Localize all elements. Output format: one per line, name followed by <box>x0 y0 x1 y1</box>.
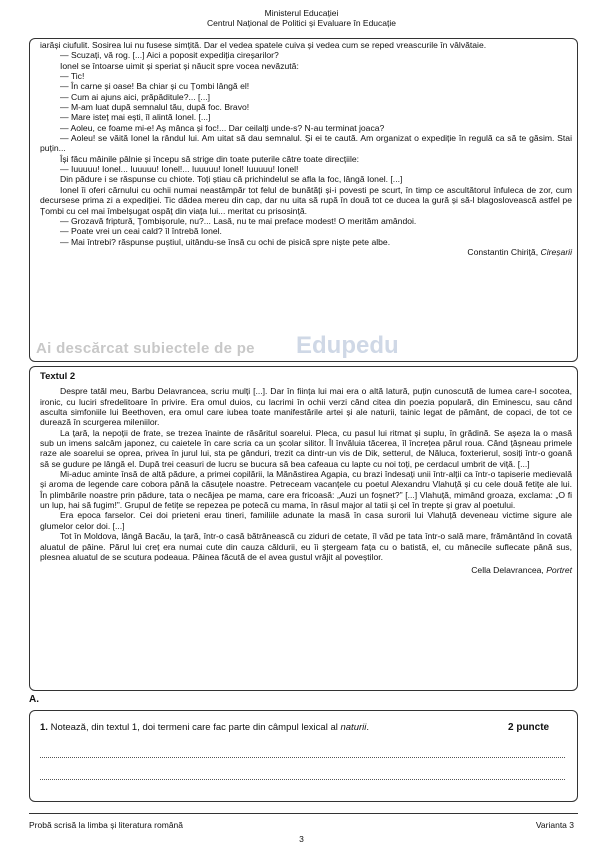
text1-line: — Scuzați, vă rog. [...] Aici a poposit expediția cireșarilor? <box>60 50 279 61</box>
page-number: 3 <box>299 834 304 844</box>
watermark-logo: Edupedu <box>296 332 399 359</box>
watermark-text: Ai descărcat subiectele de pe <box>36 340 255 357</box>
text2-attribution <box>40 565 572 575</box>
text1-line: — M-am luat după semnalul tău, după foc. Bravo! <box>60 102 250 113</box>
text1-line: — În carne și oase! Ba chiar și cu Țombi lângă el! <box>60 81 250 92</box>
text1-line: — Grozavă friptură, Țombișorule, nu?... Lasă, nu te mai preface modest! O merităm amândoi. <box>60 215 417 226</box>
text1-work: Cireșarii <box>540 246 572 257</box>
answer-line[interactable] <box>40 757 565 758</box>
question-1-points: 2 puncte <box>508 722 550 733</box>
text1-line: iarăși ciufulit. Sosirea lui nu fusese simțită. Dar el vedea spatele cuiva și vedea cum se reped vreascurile în vâlvătaie. <box>40 40 487 50</box>
text2-paragraph: Tot în Moldova, lângă Bacău, la țară, într-o casă bătrânească cu ziduri de cetate, îl văd pe tata într-o sală mare, frământând în covată aluatul de pâine. Părul lui creț era numai cute din cauza căldurii, eu îi ștergeam fața cu o batistă, el, cu mânecile suflecate până sus, plesnea aluatul de se scutura podeaua. Pâinea făcută de el avea gustul vrăjit al poveștilor. <box>40 531 572 562</box>
text1-line: — Mare isteț mai ești, îl alintă Ionel. [...] <box>60 112 211 123</box>
text1-attribution <box>40 247 572 257</box>
text1-line: — Aoleu! se văită Ionel la rândul lui. Am uitat să dau semnalul. Și ei te caută. Am organizat o expediție în regulă ca să te găsim. Stai puțin... <box>40 133 572 154</box>
text2-paragraph: Mi-aduc aminte însă de altă pădure, a primei copilării, la Mănăstirea Agapia, cu brazi îndesați unii într-alții ca într-o tapiserie medievală și aroma de legende care cobora până la căsuțele noastre. Petreceam vacanțele cu poetul Alexandru Vlahuță și cu cele două fetițe ale lui. În plimbările noastre prin pădure, tata o necăjea pe mama, care era fricoasă: „Auzi un foșnet?” [...] Vlahuță, mimând groaza, exclama: „O fi un lup, hai să fugim!”. Grupul de fetițe se repezea pe potecă cu mama, în râsul major al tatii și cel în trepte și grav al poetului. <box>40 469 572 511</box>
footer-rule <box>29 813 578 814</box>
footer-exam-name: Probă scrisă la limba și literatura română <box>29 820 184 830</box>
text1-line: — Aoleu, ce foame mi-e! Aș mânca și foc!... Dar ceilalți unde-s? N-au terminat joaca? <box>60 122 385 133</box>
text1-line: Ionel se întoarse uimit și speriat și năucit spre vocea nevăzută: <box>60 60 299 71</box>
question-1-text: Notează, din textul 1, doi termeni care fac parte din câmpul lexical al <box>50 722 341 733</box>
text2-author: Cella Delavrancea, <box>471 565 547 576</box>
text1-line: — Poate vrei un ceai cald? îl întrebă Ionel. <box>60 226 222 237</box>
text1-line: Din pădure i se răspunse cu chiote. Toți știau că prichindelul se afla la foc, lângă Ionel. [...] <box>60 174 403 185</box>
text1-author: Constantin Chiriță, <box>467 246 541 257</box>
question-1 <box>40 722 369 733</box>
question-1-number: 1. <box>40 722 48 733</box>
text2-body <box>40 372 572 576</box>
text2-work: Portret <box>546 565 572 576</box>
text1-line: — Tic! <box>60 71 85 82</box>
section-a-label: A. <box>29 694 39 705</box>
text1-line: — Cum ai ajuns aici, prăpăditule?... [...] <box>60 91 210 102</box>
question-1-text-end: . <box>366 722 369 733</box>
text2-paragraph: Despre tatăl meu, Barbu Delavrancea, scriu mulți [...]. Dar în ființa lui mai era o altă latură, puțin cunoscută de lumea care-l socotea, ironic, cu luciri sfredelitoare în privire. Era omul duios, cu lacrimi în ochii verzi când citea din poezia populară, din Eminescu, sau când asculta simfoniile lui Beethoven, era omul care iubea toate manifestările artei și ale naturii, tainic legat de pământ, de copaci, de tot ce durează în scurgerea mileniilor. <box>40 386 572 428</box>
text1-line: — Iuuuuu! Ionel... Iuuuuu! Ionel!... Iuuuuu! Ionel! Iuuuuu! Ionel! <box>60 164 299 175</box>
text1-body <box>40 40 572 257</box>
page-header <box>0 8 603 28</box>
text2-title: Textul 2 <box>40 371 76 382</box>
text1-line: Ionel îi oferi cărnului cu ochii numai neastâmpăr tot felul de bunătăți și-i povesti pe scurt, în timp ce ascultătorul înfuleca de zor, cum decursese prima zi a expediției. Tic dădea mereu din cap, dar nu uita să rupă în două tot ce ducea la gură și să-l blagoslovească astfel pe Țombi cu cel mai îmbelșugat ospăț din viața lui... meritat cu prisosință. <box>40 184 572 216</box>
question-1-emphasis: naturii <box>340 722 367 733</box>
text1-line: — Mai întrebi? răspunse puștiul, uitându-se însă cu ochi de pisică spre niște pete albe. <box>60 236 391 247</box>
ministry-name: Ministerul Educației <box>264 8 339 18</box>
text1-line: Își făcu mâinile pâlnie și începu să strige din toate puterile către toate direcțiile: <box>60 153 360 164</box>
center-name: Centrul Național de Politici și Evaluare în Educație <box>207 18 396 28</box>
text2-paragraph: La țară, la nepoții de frate, se trezea înainte de răsăritul soarelui. Pleca, cu pasul lui ritmat și suplu, în grădină. Se așeza la o masă sub un imens salcâm japonez, cu caietele în care scria ca un școlar silitor. Îl învăluia tăcerea, îl încrețea părul roua. Când țâșneau primele raze ale soarelui se oprea, privea în jurul lui, sta pe gânduri, trezit ca dintr-un vis de Dik, setterul, de Năluca, foxterierul, sosiți într-o goană să se gudure pe lângă el. După trei ceasuri de lucru se bucura să bea cafeaua cu lapte cu noi toți, pe cerdacul umbrit de viță. [...] <box>40 427 572 469</box>
answer-line[interactable] <box>40 779 565 780</box>
text2-paragraph: Era epoca farselor. Cei doi prieteni erau tineri, familiile adunate la masă în casa surorii lui Vlahuță deveneau victime sigure ale glumelor celor doi. [...] <box>40 510 572 531</box>
footer-variant: Varianta 3 <box>535 820 574 830</box>
